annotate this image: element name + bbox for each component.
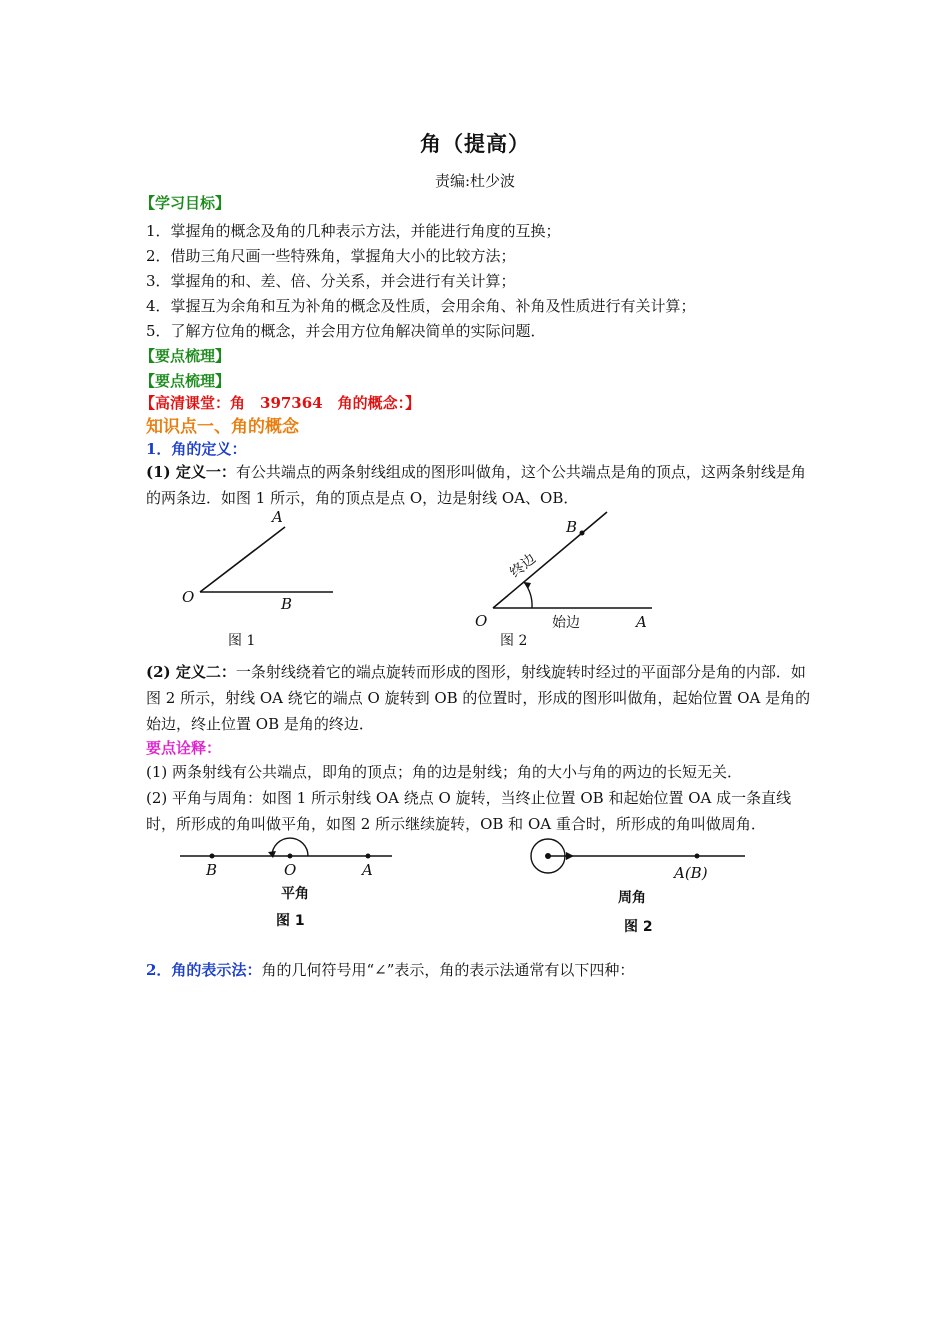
label-ab: A(B) — [674, 864, 708, 882]
definition-heading: 1．角的定义： — [146, 440, 247, 458]
key-points-subheading: 【要点梳理】 — [140, 372, 231, 390]
knowledge-point-heading: 知识点一、角的概念 — [146, 417, 299, 437]
objective-item-5: 5．了解方位角的概念，并会用方位角解决简单的实际问题． — [146, 322, 546, 340]
objective-item-2: 2．借助三角尺画一些特殊角，掌握角大小的比较方法； — [146, 247, 516, 265]
notes-heading: 要点诠释： — [146, 739, 222, 757]
figure-name: 周角 — [618, 890, 646, 906]
figure-caption: 图 1 — [276, 913, 305, 929]
definition-two-text: 一条射线绕着它的端点旋转而形成的图形，射线旋转时经过的平面部分是角的内部．如图 2 所示，射线 OA 绕它的端点 O 旋转到 OB 的位置时，形成的图形叫做角，起始位置 OA 是角的始边，终止位置 OB 是角的终边． — [146, 663, 811, 733]
label-o: O — [284, 861, 297, 879]
label-a: A — [272, 508, 283, 526]
definition-two-label: (2) 定义二： — [146, 663, 236, 681]
key-points-heading: 【要点梳理】 — [140, 347, 231, 365]
figure-caption: 图 1 — [228, 633, 256, 649]
note-one: (1) 两条射线有公共端点，即角的顶点；角的边是射线；角的大小与角的两边的长短无关． — [146, 763, 743, 781]
objectives-heading: 【学习目标】 — [140, 194, 231, 212]
representation-heading: 2．角的表示法： — [146, 961, 262, 979]
figure-caption: 图 2 — [500, 633, 528, 649]
figure-caption: 图 2 — [624, 919, 653, 935]
page-title: 角（提高） — [420, 131, 530, 156]
label-b: B — [281, 595, 293, 613]
hd-class-note: 【高清课堂：角 397364 角的概念：】 — [140, 394, 421, 412]
label-a: A — [362, 861, 373, 879]
label-terminal: 终边 — [507, 550, 540, 582]
label-initial: 始边 — [552, 615, 580, 631]
objective-item-4: 4．掌握互为余角和互为补角的概念及性质，会用余角、补角及性质进行有关计算； — [146, 297, 696, 315]
figure-name: 平角 — [281, 886, 309, 902]
point-ab — [695, 854, 700, 859]
representation-line — [146, 957, 634, 983]
full-angle-arrowhead — [566, 852, 574, 860]
representation-text: 角的几何符号用“∠”表示，角的表示法通常有以下四种： — [261, 961, 635, 979]
label-o: O — [475, 612, 488, 630]
objective-item-3: 3．掌握角的和、差、倍、分关系，并会进行有关计算； — [146, 272, 516, 290]
editor-line: 责编:杜少波 — [434, 172, 516, 190]
label-b: B — [566, 518, 578, 536]
note-two: (2) 平角与周角：如图 1 所示射线 OA 绕点 O 旋转，当终止位置 OB 和起始位置 OA 成一条直线时，所形成的角叫做平角，如图 2 所示继续旋转，OB 和 OA 重合时，所形成的角叫做周角． — [146, 789, 792, 833]
label-o: O — [182, 588, 195, 606]
definition-one-text: 有公共端点的两条射线组成的图形叫做角，这个公共端点是角的顶点，这两条射线是角的两条边．如图 1 所示，角的顶点是点 O，边是射线 OA、OB． — [146, 463, 806, 507]
label-b: B — [206, 861, 218, 879]
objective-item-1: 1．掌握角的概念及角的几种表示方法，并能进行角度的互换； — [146, 222, 561, 240]
point-o — [545, 853, 551, 859]
definition-one-label: (1) 定义一： — [146, 463, 236, 481]
label-a: A — [636, 613, 647, 631]
